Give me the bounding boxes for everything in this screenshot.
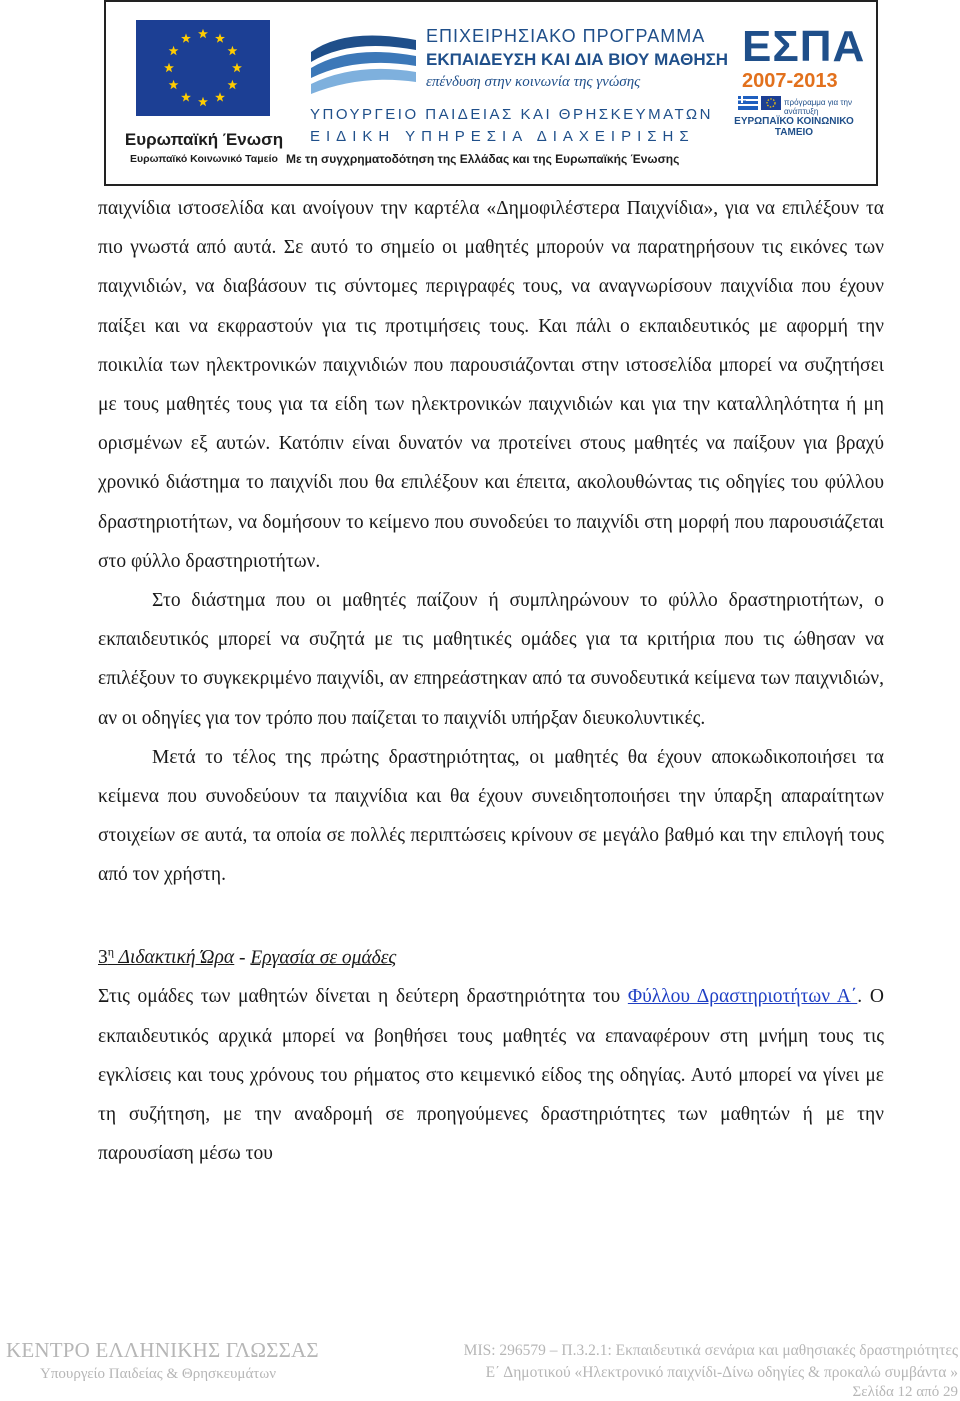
footer-organization: ΚΕΝΤΡΟ ΕΛΛΗΝΙΚΗΣ ΓΛΩΣΣΑΣ [6, 1338, 319, 1362]
programme-waves-logo-icon [306, 22, 421, 102]
espa-logo-block [716, 10, 872, 180]
page-number: Σελίδα 12 από 29 [852, 1384, 958, 1400]
section-number: $3^\eta$ Διδακτική Ώρα [98, 944, 235, 969]
ministry-name: ΥΠΟΥΡΓΕΙΟ ΠΑΙΔΕΙΑΣ ΚΑΙ ΘΡΗΣΚΕΥΜΑΤΩΝ [310, 106, 713, 123]
activity-sheet-link[interactable]: Φύλλου Δραστηριοτήτων Α΄ [627, 986, 858, 1008]
programme-title-line2: ΕΚΠΑΙΔΕΥΣΗ ΚΑΙ ΔΙΑ ΒΙΟΥ ΜΑΘΗΣΗ [426, 50, 729, 69]
paragraph-4 [98, 977, 884, 1173]
eu-logo-block [116, 10, 292, 180]
paragraph-2: Στο διάστημα που οι μαθητές παίζουν ή συμπληρώνουν το φύλλο δραστηριοτήτων, ο εκπαιδευτικός μπορεί να συζητά με τις μαθητικές ομάδες για τα κριτήρια που τις ώθησαν να επιλέξουν το συγκεκριμένο παιχνίδι, αν επηρεάστηκαν από τα συνοδευτικά κείμενα των παιχνιδιών, αν οι οδηγίες για τον τρόπο που παίζεται το παιχνίδι υπήρξαν διευκολυντικές. [98, 590, 884, 729]
paragraph-4-end: . Ο εκπαιδευτικός αρχικά μπορεί να βοηθήσει τους μαθητές να επαναφέρουν στη μνήμη τους τις εγκλίσεις και τους χρόνους του ρήματος στο κειμενικό είδος της οδηγίας. Αυτό μπορεί να γίνει με τη συζήτηση, με την αναδρομή σε προηγούμενες δραστηριότητες των μαθητών ή με την παρουσίαση μέσω του [98, 986, 884, 1165]
paragraph-4-start: Στις ομάδες των μαθητών δίνεται η δεύτερη δραστηριότητα του [98, 986, 628, 1008]
eu-title: Ευρωπαϊκή Ένωση [124, 130, 284, 149]
paragraph-3: Μετά το τέλος της πρώτης δραστηριότητας, οι μαθητές θα έχουν αποκωδικοποιήσει τα κείμενα που συνοδεύουν τα παιχνίδια και θα έχουν συνειδητοποιήσει την ύπαρξη απαραίτητων στοιχείων σε αυτά, τα οποία σε πολλές περιπτώσεις κρίνουν σε μεγάλο βαθμό και την επιλογή τους από τον χρήστη. [98, 746, 884, 886]
header-banner [104, 0, 878, 186]
programme-slogan: επένδυση στην κοινωνία της γνώσης [426, 74, 641, 90]
eu-flag-icon [136, 20, 270, 116]
espa-tagline: πρόγραμμα για την ανάπτυξη [784, 98, 852, 116]
espa-years: 2007-2013 [742, 70, 838, 92]
section-heading [98, 933, 884, 978]
section-separator: - [234, 947, 251, 969]
footer-project-code: MIS: 296579 – Π.3.2.1: Εκπαιδευτικά σενάρια και μαθησιακές δραστηριότητες [463, 1342, 958, 1359]
footer-scenario-title: Ε΄ Δημοτικού «Ηλεκτρονικό παιχνίδι-Δίνω οδηγίες & προκαλώ συμβάντα » [485, 1364, 958, 1381]
espa-title: ΕΣΠΑ [742, 22, 866, 71]
cofinancing-note: Με τη συγχρηματοδότηση της Ελλάδας και της Ευρωπαϊκής Ένωσης [286, 152, 680, 166]
eu-subtitle: Ευρωπαϊκό Κοινωνικό Ταμείο [130, 153, 278, 165]
document-body [98, 189, 884, 1173]
footer-ministry: Υπουργείο Παιδείας & Θρησκευμάτων [40, 1366, 276, 1382]
programme-title-line1: ΕΠΙΧΕΙΡΗΣΙΑΚΟ ΠΡΟΓΡΑΜΜΑ [426, 26, 706, 46]
section-topic: Εργασία σε ομάδες [250, 947, 397, 969]
espa-fund-name: ΕΥΡΩΠΑΪΚΟ ΚΟΙΝΩΝΙΚΟ ΤΑΜΕΙΟ [734, 116, 854, 138]
managing-authority: ΕΙΔΙΚΗ ΥΠΗΡΕΣΙΑ ΔΙΑΧΕΙΡΙΣΗΣ [310, 128, 695, 145]
paragraph-1: παιχνίδια ιστοσελίδα και ανοίγουν την καρτέλα «Δημοφιλέστερα Παιχνίδια», για να επιλέξουν τα πιο γνωστά από αυτά. Σε αυτό το σημείο οι μαθητές μπορούν να παρατηρήσουν τις εικόνες των παιχνιδιών, να διαβάσουν τις σύντομες περιγραφές τους, να αναγνωρίσουν παιχνίδια που έχουν παίξει και να εκφραστούν για τις προτιμήσεις τους. Και πάλι ο εκπαιδευτικός με αφορμή την ποικιλία των ηλεκτρονικών παιχνιδιών που παρουσιάζονται στην ιστοσελίδα μπορεί να συζητήσει με τους μαθητές τους για τα είδη των ηλεκτρονικών παιχνιδιών και για την καταλληλότητα ή μη ορισμένων εξ αυτών. Κατόπιν είναι δυνατόν να προτείνει στους μαθητές να παίξουν για βραχύ χρονικό διάστημα το παιχνίδι που θα επιλέξουν και έπειτα, ακολουθώντας τις οδηγίες του φύλλου δραστηριοτήτων, να δομήσουν το κείμενο που συνοδεύει το παιχνίδι στη μορφή που παρουσιάζεται στο φύλλο δραστηριοτήτων. [98, 198, 884, 572]
